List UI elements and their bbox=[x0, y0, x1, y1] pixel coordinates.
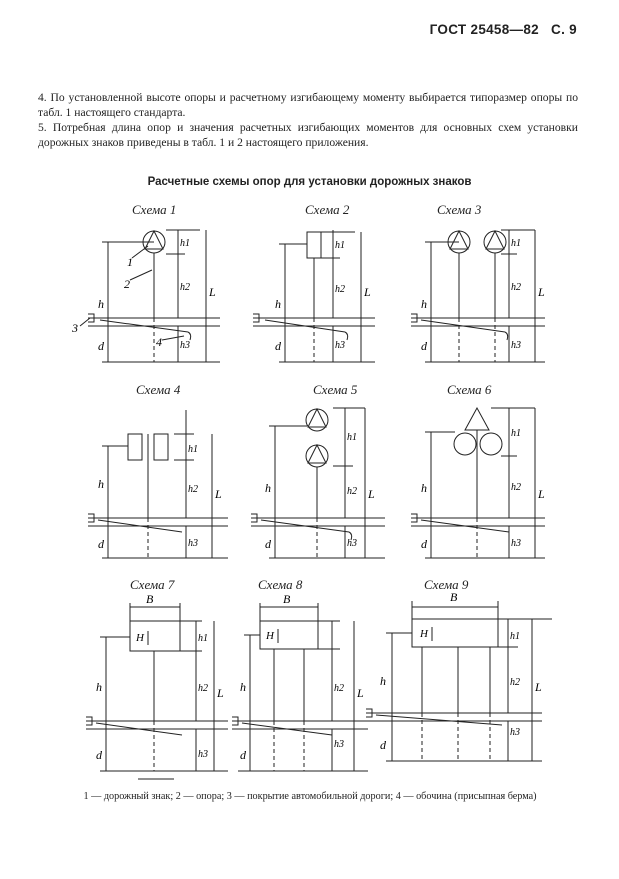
dim-L: L bbox=[538, 487, 545, 501]
figure-title: Расчетные схемы опор для установки дорожных знаков bbox=[147, 176, 472, 188]
scheme-6-title: Схема 6 bbox=[447, 382, 492, 397]
dim-H: H bbox=[420, 628, 428, 640]
scheme-4-title: Схема 4 bbox=[136, 382, 181, 397]
dim-h: h bbox=[275, 297, 281, 311]
dim-h2: h2 bbox=[180, 282, 190, 293]
dim-h3: h3 bbox=[180, 340, 190, 351]
dim-h: h bbox=[96, 680, 102, 694]
dim-h3: h3 bbox=[511, 340, 521, 351]
dim-h1: h1 bbox=[510, 631, 520, 642]
dim-L: L bbox=[209, 285, 216, 299]
scheme-2-drawing bbox=[245, 200, 395, 380]
dim-L: L bbox=[368, 487, 375, 501]
dim-L: L bbox=[215, 487, 222, 501]
scheme-7-title: Схема 7 bbox=[130, 577, 175, 592]
scheme-3-drawing bbox=[405, 200, 565, 380]
scheme-5-title: Схема 5 bbox=[313, 382, 358, 397]
scheme-8-title: Схема 8 bbox=[258, 577, 303, 592]
dim-h1: h1 bbox=[188, 444, 198, 455]
scheme-1-drawing bbox=[70, 200, 230, 380]
dim-h: h bbox=[421, 481, 427, 495]
dim-L: L bbox=[357, 686, 364, 700]
dim-L: L bbox=[535, 680, 542, 694]
scheme-3-title: Схема 3 bbox=[437, 202, 482, 217]
dim-h1: h1 bbox=[511, 238, 521, 249]
scheme-7 bbox=[78, 575, 238, 785]
scheme-9-title: Схема 9 bbox=[424, 577, 469, 592]
standard-code: ГОСТ 25458—82 bbox=[429, 22, 539, 37]
dim-L: L bbox=[538, 285, 545, 299]
dim-d: d bbox=[265, 537, 271, 551]
dim-h2: h2 bbox=[510, 677, 520, 688]
dim-h2: h2 bbox=[347, 486, 357, 497]
scheme-5-drawing bbox=[245, 380, 395, 570]
dim-h: h bbox=[380, 674, 386, 688]
dim-L: L bbox=[217, 686, 224, 700]
callout-4: 4 bbox=[156, 335, 162, 349]
scheme-1-title: Схема 1 bbox=[132, 202, 177, 217]
dim-H: H bbox=[266, 630, 274, 642]
dim-B: B bbox=[450, 590, 458, 604]
dim-L: L bbox=[364, 285, 371, 299]
scheme-1 bbox=[70, 200, 230, 380]
scheme-7-drawing bbox=[78, 575, 238, 785]
dim-h1: h1 bbox=[198, 633, 208, 644]
scheme-8-drawing bbox=[228, 575, 378, 785]
page-number: С. 9 bbox=[551, 22, 577, 37]
dim-d: d bbox=[421, 339, 427, 353]
scheme-5 bbox=[245, 380, 395, 570]
dim-h: h bbox=[240, 680, 246, 694]
paragraph-5: 5. Потребная длина опор и значения расчетных изгибающих моментов для основных схем установки дорожных знаков приведены в табл. 1 и 2 настоящего приложения. bbox=[38, 121, 578, 149]
dim-h3: h3 bbox=[198, 749, 208, 760]
callout-3: 3 bbox=[72, 321, 78, 335]
dim-h2: h2 bbox=[511, 482, 521, 493]
dim-h2: h2 bbox=[335, 284, 345, 295]
dim-h: h bbox=[98, 477, 104, 491]
dim-h3: h3 bbox=[334, 739, 344, 750]
dim-d: d bbox=[380, 738, 386, 752]
scheme-2-title: Схема 2 bbox=[305, 202, 350, 217]
dim-d: d bbox=[98, 339, 104, 353]
dim-h1: h1 bbox=[511, 428, 521, 439]
dim-h2: h2 bbox=[198, 683, 208, 694]
dim-d: d bbox=[240, 748, 246, 762]
dim-B: B bbox=[283, 592, 291, 606]
dim-h3: h3 bbox=[188, 538, 198, 549]
dim-h: h bbox=[265, 481, 271, 495]
dim-h2: h2 bbox=[511, 282, 521, 293]
callout-1: 1 bbox=[127, 255, 133, 269]
scheme-4 bbox=[78, 380, 238, 570]
dim-h3: h3 bbox=[510, 727, 520, 738]
dim-h: h bbox=[421, 297, 427, 311]
dim-h1: h1 bbox=[347, 432, 357, 443]
dim-h: h bbox=[98, 297, 104, 311]
scheme-6-drawing bbox=[405, 380, 565, 570]
page-header bbox=[430, 22, 577, 37]
dim-d: d bbox=[96, 748, 102, 762]
dim-h1: h1 bbox=[335, 240, 345, 251]
scheme-9-drawing bbox=[362, 575, 572, 785]
scheme-6 bbox=[405, 380, 565, 570]
scheme-4-drawing bbox=[78, 380, 238, 570]
callout-2: 2 bbox=[124, 277, 130, 291]
dim-h1: h1 bbox=[180, 238, 190, 249]
scheme-8 bbox=[228, 575, 378, 785]
dim-B: B bbox=[146, 592, 154, 606]
dim-h3: h3 bbox=[347, 538, 357, 549]
dim-H: H bbox=[136, 632, 144, 644]
scheme-2 bbox=[245, 200, 395, 380]
dim-d: d bbox=[275, 339, 281, 353]
dim-h2: h2 bbox=[334, 683, 344, 694]
figure-legend: 1 — дорожный знак; 2 — опора; 3 — покрытие автомобильной дороги; 4 — обочина (присыпная берма) bbox=[83, 791, 537, 802]
scheme-9 bbox=[362, 575, 572, 785]
dim-h2: h2 bbox=[188, 484, 198, 495]
paragraph-4: 4. По установленной высоте опоры и расчетному изгибающему моменту выбирается типоразмер опоры по табл. 1 настоящего стандарта. bbox=[38, 91, 578, 119]
dim-h3: h3 bbox=[335, 340, 345, 351]
dim-h3: h3 bbox=[511, 538, 521, 549]
scheme-3 bbox=[405, 200, 565, 380]
dim-d: d bbox=[421, 537, 427, 551]
dim-d: d bbox=[98, 537, 104, 551]
